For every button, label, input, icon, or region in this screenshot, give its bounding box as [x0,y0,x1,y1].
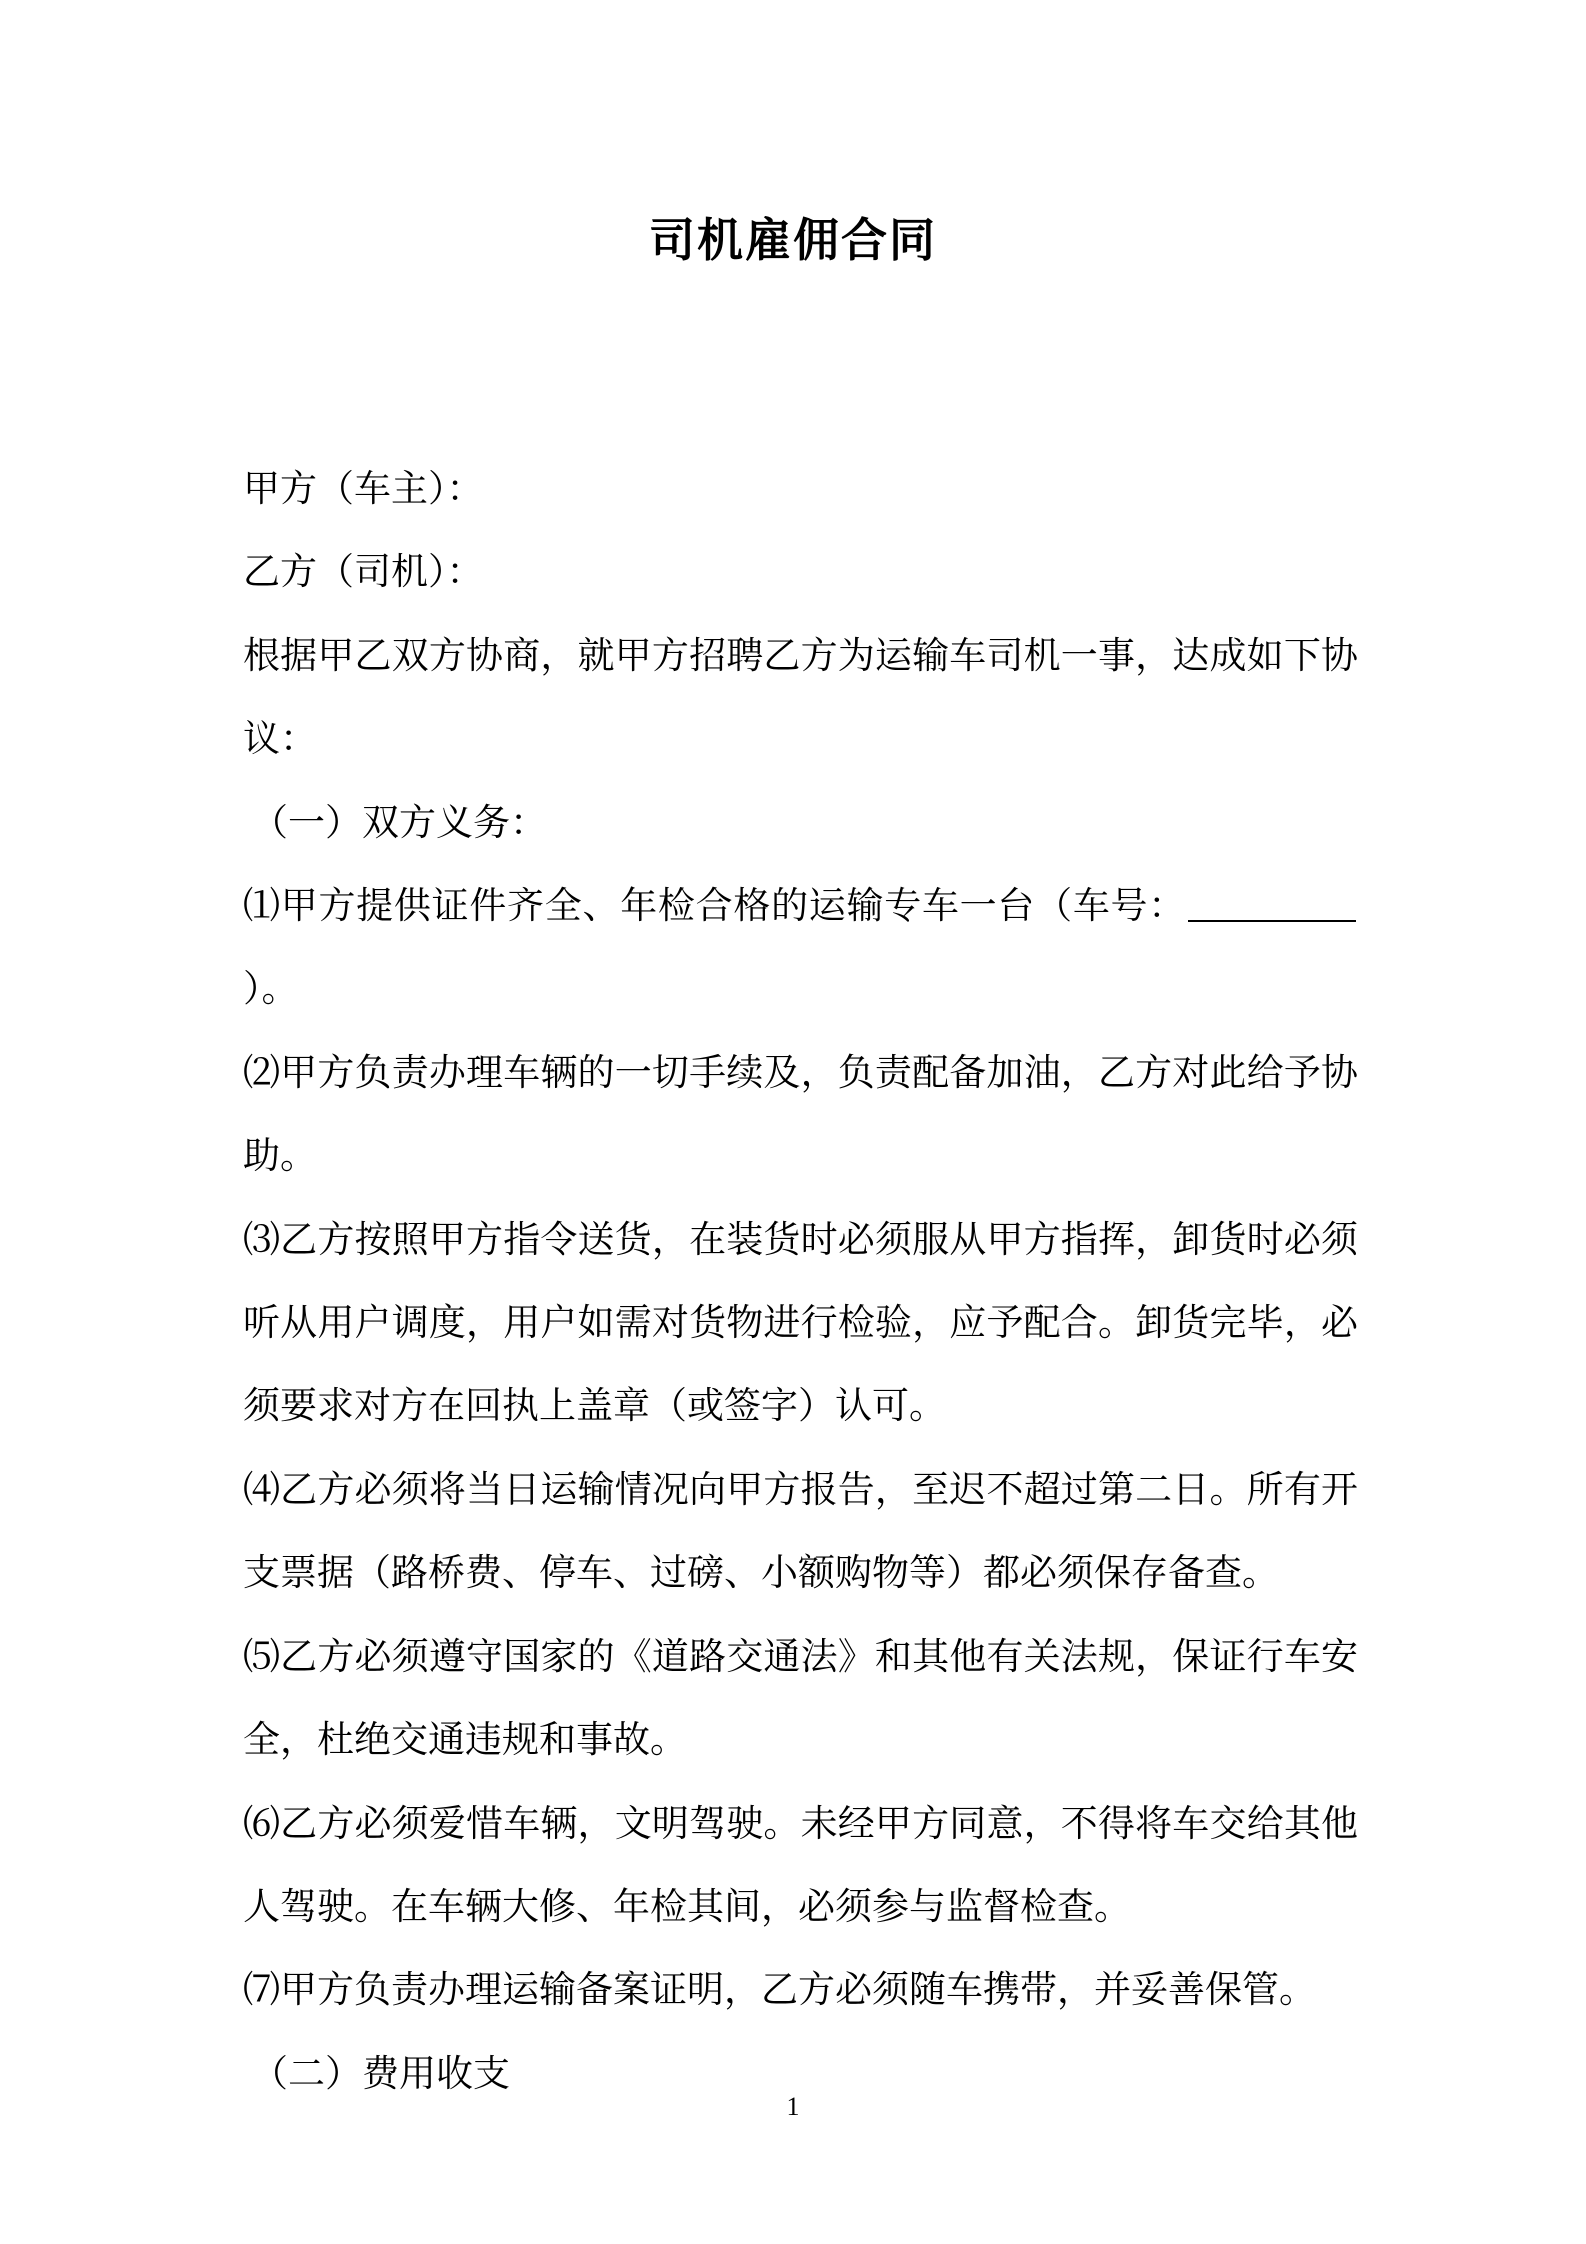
document-title: 司机雇佣合同 [649,213,937,267]
document-body [243,447,1358,2115]
clause-6: ⑹乙方必须爱惜车辆，文明驾驶。未经甲方同意，不得将车交给其他人驾驶。在车辆大修、年检其间，必须参与监督检查。 [243,1801,1358,1928]
clause-4: ⑷乙方必须将当日运输情况向甲方报告，至迟不超过第二日。所有开支票据（路桥费、停车、过磅、小额购物等）都必须保存备查。 [243,1467,1358,1595]
clause-1-text: ⑴甲方提供证件齐全、年检合格的运输专车一台（车号： [243,884,1186,928]
section-heading-expenses: （二）费用收支 [251,2051,510,2095]
clause-2: ⑵甲方负责办理车辆的一切手续及，负责配备加油，乙方对此给予协助。 [243,1050,1358,1178]
intro-paragraph: 根据甲乙双方协商，就甲方招聘乙方为运输车司机一事，达成如下协议： [243,633,1358,761]
party-a-line: 甲方（车主）： [243,467,484,510]
page-number: 1 [786,2092,800,2121]
vehicle-number-blank [1188,881,1356,922]
clause-5: ⑸乙方必须遵守国家的《道路交通法》和其他有关法规，保证行车安全，杜绝交通违规和事故。 [243,1634,1358,1762]
party-b-line: 乙方（司机）： [243,550,484,594]
clause-3: ⑶乙方按照甲方指令送货，在装货时必须服从甲方指挥，卸货时必须听从用户调度，用户如需对货物进行检验，应予配合。卸货完毕，必须要求对方在回执上盖章（或签字）认可。 [243,1217,1358,1428]
clause-7: ⑺甲方负责办理运输备案证明，乙方必须随车携带，并妥善保管。 [243,1968,1316,2012]
clause-1-closing: ）。 [243,967,299,1011]
clause-1 [243,864,1358,1031]
section-heading-obligations: （一）双方义务： [251,800,547,844]
